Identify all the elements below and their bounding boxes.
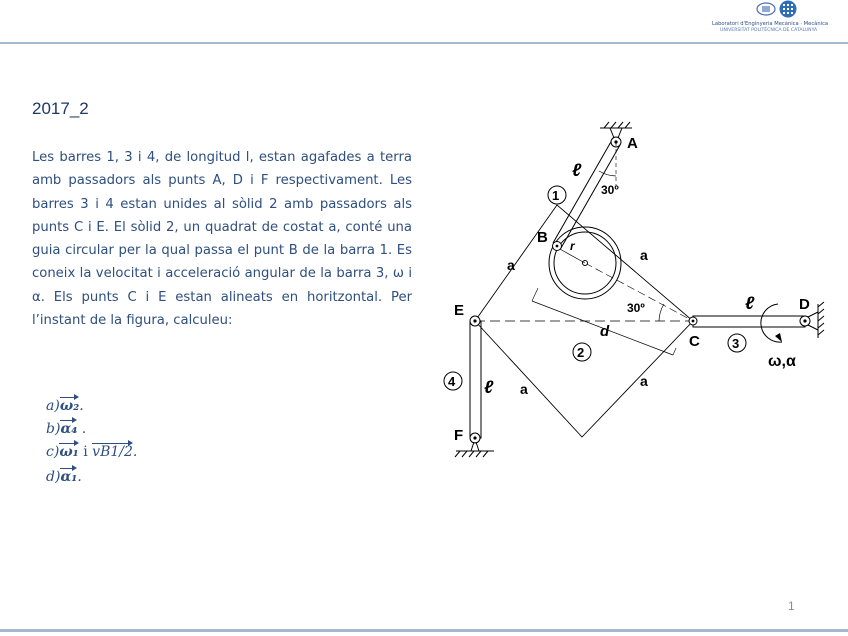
- bar-3: [693, 316, 805, 327]
- rotation-arrow-head: [775, 333, 782, 342]
- label-r: r: [570, 239, 575, 253]
- question-b: [46, 421, 86, 437]
- ground-F: [455, 442, 494, 457]
- lab-logo-icon: [756, 2, 776, 16]
- bar-4: [470, 321, 481, 438]
- label-angle-A: 30º: [601, 183, 619, 197]
- logo-line2: UNIVERSITAT POLITÈCNICA DE CATALUNYA: [720, 28, 818, 33]
- question-d: [46, 469, 82, 485]
- question-c: [46, 444, 137, 460]
- problem-title: 2017_2: [32, 99, 89, 118]
- page-number: 1: [788, 599, 795, 613]
- label-a-2: a: [640, 247, 648, 263]
- footer-rule: [0, 629, 848, 632]
- pin-C: [689, 317, 697, 325]
- label-a-4: a: [640, 373, 648, 389]
- pin-E: [470, 316, 480, 326]
- header-rule: [0, 42, 848, 44]
- question-conj: i: [78, 444, 93, 460]
- label-omega-alpha: ω,α: [768, 353, 796, 370]
- label-C: C: [689, 333, 700, 350]
- label-bar-3: 3: [732, 336, 740, 351]
- mechanism-figure: [440, 118, 840, 463]
- logo: [712, 0, 846, 40]
- angle-arc-A: [599, 171, 616, 176]
- label-F: F: [454, 427, 464, 444]
- vector-omega2: ω₂: [59, 398, 80, 414]
- label-l-bar1: ℓ: [572, 160, 582, 180]
- question-label: d): [46, 469, 61, 485]
- vector-omega1: ω₁: [59, 444, 79, 460]
- pin-B: [553, 242, 562, 251]
- angle-arc-C: [659, 304, 664, 321]
- vector-alpha1: α₁: [60, 469, 78, 485]
- label-l-bar3: ℓ: [745, 293, 755, 313]
- label-bar-4: 4: [448, 374, 456, 389]
- upc-logo-icon: [779, 0, 797, 18]
- question-label: b): [46, 421, 61, 437]
- label-a-3: a: [520, 381, 528, 397]
- question-a: [46, 398, 84, 414]
- problem-statement: Les barres 1, 3 i 4, de longitud l, estan agafades a terra amb passadors als punts A, D i F respectivament. Les barres 3 i 4 estan unides al sòlid 2 amb passadors als punts C i E. El sòlid 2, un quadrat de costat a, conté una guia circular per la qual passa el punt B de la barra 1. Es coneix la velocitat i acceleració angular de la barra 3, ω i α. Els punts C i E estan alineats en horitzontal. Per l’instant de la figura, calculeu:: [32, 150, 412, 329]
- label-A: A: [627, 135, 638, 152]
- vector-alpha4: α₄: [60, 421, 78, 437]
- label-bar-2: 2: [577, 345, 585, 360]
- question-label: a): [46, 398, 60, 414]
- logo-line1: Laboratori d'Enginyeria Mecànica · Mecànica: [712, 21, 829, 27]
- question-end: .: [77, 421, 87, 437]
- question-end: .: [132, 444, 138, 460]
- question-label: c): [46, 444, 60, 460]
- pin-D: [800, 316, 810, 326]
- label-a-1: a: [507, 257, 515, 273]
- label-angle-C: 30º: [627, 301, 645, 315]
- label-bar-1: 1: [552, 188, 560, 203]
- label-E: E: [454, 302, 465, 319]
- pin-F: [470, 433, 480, 443]
- label-l-bar4: ℓ: [484, 377, 494, 397]
- dimension-tick: [532, 288, 538, 301]
- vector-vB12: vB1/2: [92, 444, 133, 460]
- label-B: B: [537, 229, 548, 246]
- dimension-tick: [673, 348, 676, 355]
- label-d: d: [600, 323, 610, 340]
- question-end: .: [77, 469, 82, 485]
- question-end: .: [79, 398, 84, 414]
- label-D: D: [799, 296, 810, 313]
